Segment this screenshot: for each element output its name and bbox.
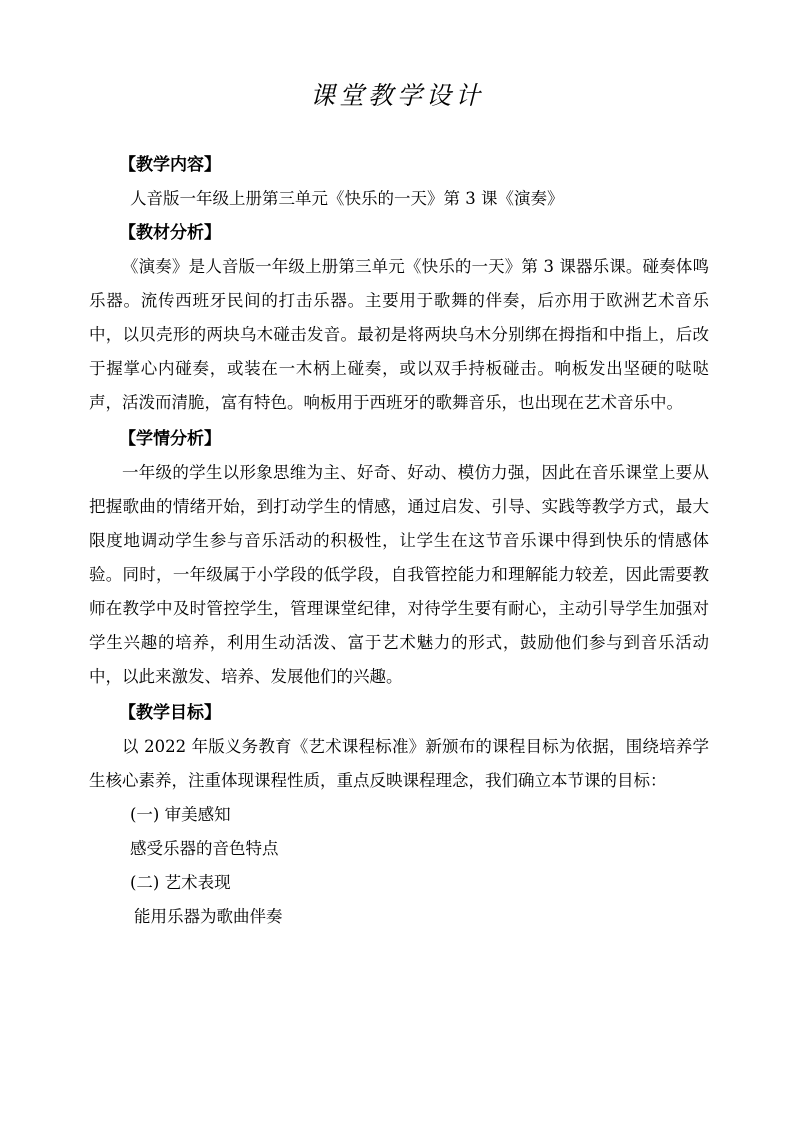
document-body — [89, 148, 709, 934]
document-title: 课堂教学设计 — [309, 81, 484, 110]
teaching-goals-paragraph: 以 2022 年版义务教育《艺术课程标准》新颁布的课程目标为依据，围绕培养学生核心素养，注重体现课程性质，重点反映课程理念，我们确立本节课的目标： — [89, 737, 709, 790]
section-heading-student-analysis: 【学情分析】 — [119, 429, 221, 449]
goal-subheading-aesthetic: (一) 审美感知 — [130, 805, 231, 824]
section-heading-teaching-content: 【教学内容】 — [119, 155, 221, 175]
goal-subheading-expression: (二) 艺术表现 — [130, 873, 231, 892]
goal-item-expression: 能用乐器为歌曲伴奏 — [134, 907, 283, 926]
section-heading-textbook-analysis: 【教材分析】 — [119, 223, 221, 243]
textbook-analysis-paragraph: 《演奏》是人音版一年级上册第三单元《快乐的一天》第 3 课器乐课。碰奏体鸣乐器。流传西班牙民间的打击乐器。主要用于歌舞的伴奏，后亦用于欧洲艺术音乐中，以贝壳形的两块乌木碰击发音。最初是将两块乌木分别绑在拇指和中指上，后改于握掌心内碰奏，或装在一木柄上碰奏，或以双手持板碰击。响板发出坚硬的哒哒声，活泼而清脆，富有特色。响板用于西班牙的歌舞音乐，也出现在艺术音乐中。 — [89, 257, 709, 412]
goal-item-aesthetic: 感受乐器的音色特点 — [130, 839, 279, 858]
section-heading-teaching-goals: 【教学目标】 — [119, 703, 221, 723]
student-analysis-paragraph: 一年级的学生以形象思维为主、好奇、好动、模仿力强，因此在音乐课堂上要从把握歌曲的情绪开始，到打动学生的情感，通过启发、引导、实践等教学方式，最大限度地调动学生参与音乐活动的积极性，让学生在这节音乐课中得到快乐的情感体验。同时，一年级属于小学段的低学段，自我管控能力和理解能力较差，因此需要教师在教学中及时管控学生，管理课堂纪律，对待学生要有耐心，主动引导学生加强对学生兴趣的培养，利用生动活泼、富于艺术魅力的形式，鼓励他们参与到音乐活动中，以此来激发、培养、发展他们的兴趣。 — [89, 463, 709, 686]
teaching-content-line: 人音版一年级上册第三单元《快乐的一天》第 3 课《演奏》 — [130, 189, 564, 208]
